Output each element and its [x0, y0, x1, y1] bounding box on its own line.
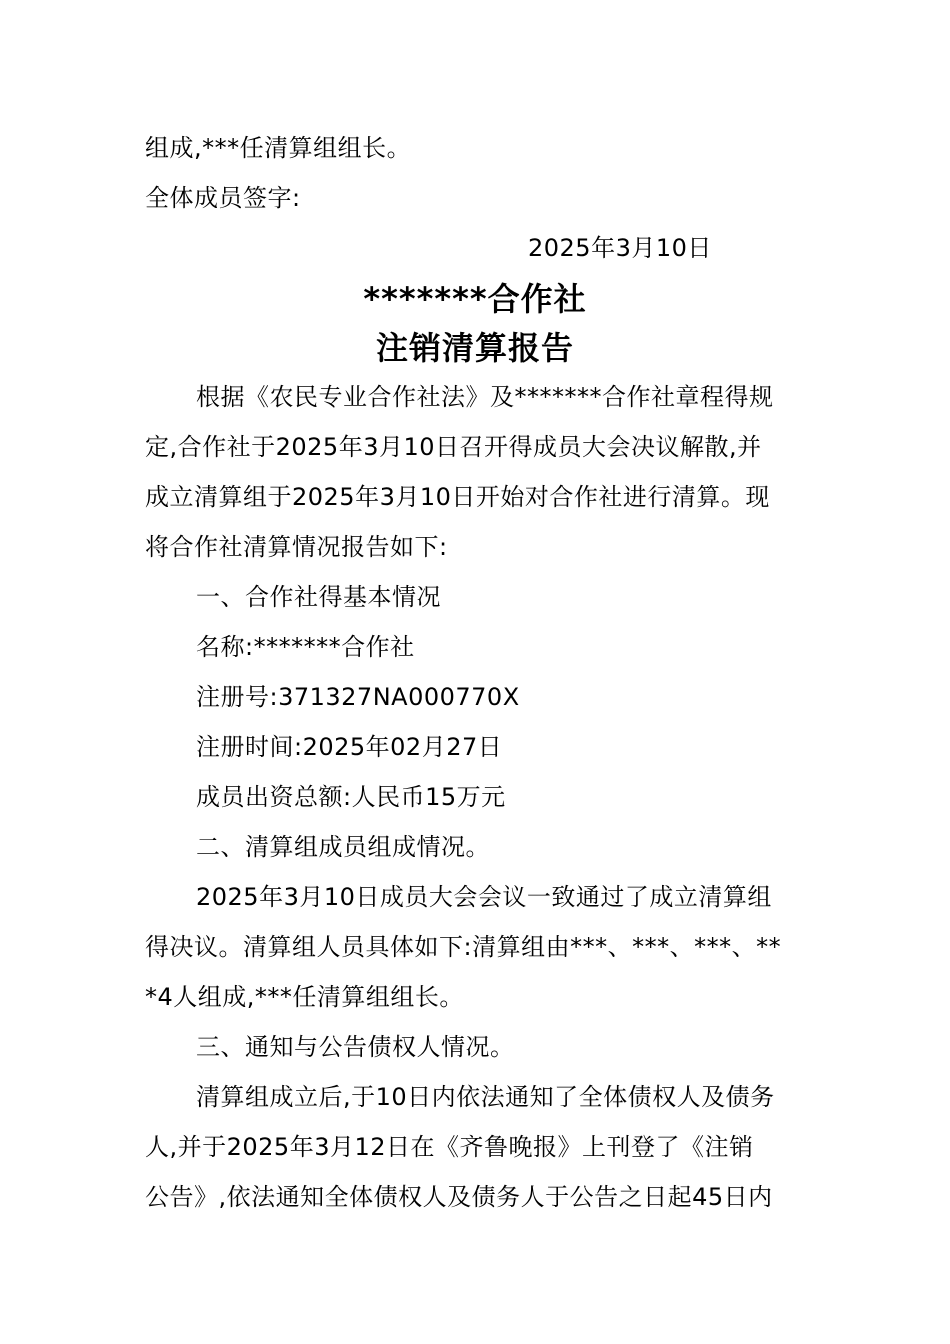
section-2-heading: 二、清算组成员组成情况。 [196, 833, 490, 861]
cooperative-name-field: 名称:*******合作社 [196, 633, 415, 661]
title-cooperative-name: *******合作社 [363, 280, 587, 318]
signature-label: 全体成员签字: [145, 184, 301, 212]
intro-line-3: 成立清算组于2025年3月10日开始对合作社进行清算。现 [145, 483, 770, 511]
section-2-line-3: *4人组成,***任清算组组长。 [145, 983, 464, 1011]
text-line-continuation: 组成,***任清算组组长。 [145, 134, 412, 162]
intro-line-2: 定,合作社于2025年3月10日召开得成员大会决议解散,并 [145, 433, 762, 461]
registration-number-field: 注册号:371327NA000770X [196, 683, 520, 711]
section-2-line-1: 2025年3月10日成员大会会议一致通过了成立清算组 [196, 883, 772, 911]
section-3-heading: 三、通知与公告债权人情况。 [196, 1033, 515, 1061]
document-date: 2025年3月10日 [528, 234, 712, 262]
section-3-line-1: 清算组成立后,于10日内依法通知了全体债权人及债务 [196, 1083, 775, 1111]
intro-line-1: 根据《农民专业合作社法》及*******合作社章程得规 [196, 383, 774, 411]
section-2-line-2: 得决议。清算组人员具体如下:清算组由***、***、***、** [145, 933, 782, 961]
capital-field: 成员出资总额:人民币15万元 [196, 783, 506, 811]
section-3-line-2: 人,并于2025年3月12日在《齐鲁晚报》上刊登了《注销 [145, 1133, 754, 1161]
registration-date-field: 注册时间:2025年02月27日 [196, 733, 503, 761]
section-1-heading: 一、合作社得基本情况 [196, 583, 441, 611]
title-report-name: 注销清算报告 [375, 329, 574, 367]
intro-line-4: 将合作社清算情况报告如下: [145, 533, 448, 561]
section-3-line-3: 公告》,依法通知全体债权人及债务人于公告之日起45日内 [145, 1183, 773, 1211]
